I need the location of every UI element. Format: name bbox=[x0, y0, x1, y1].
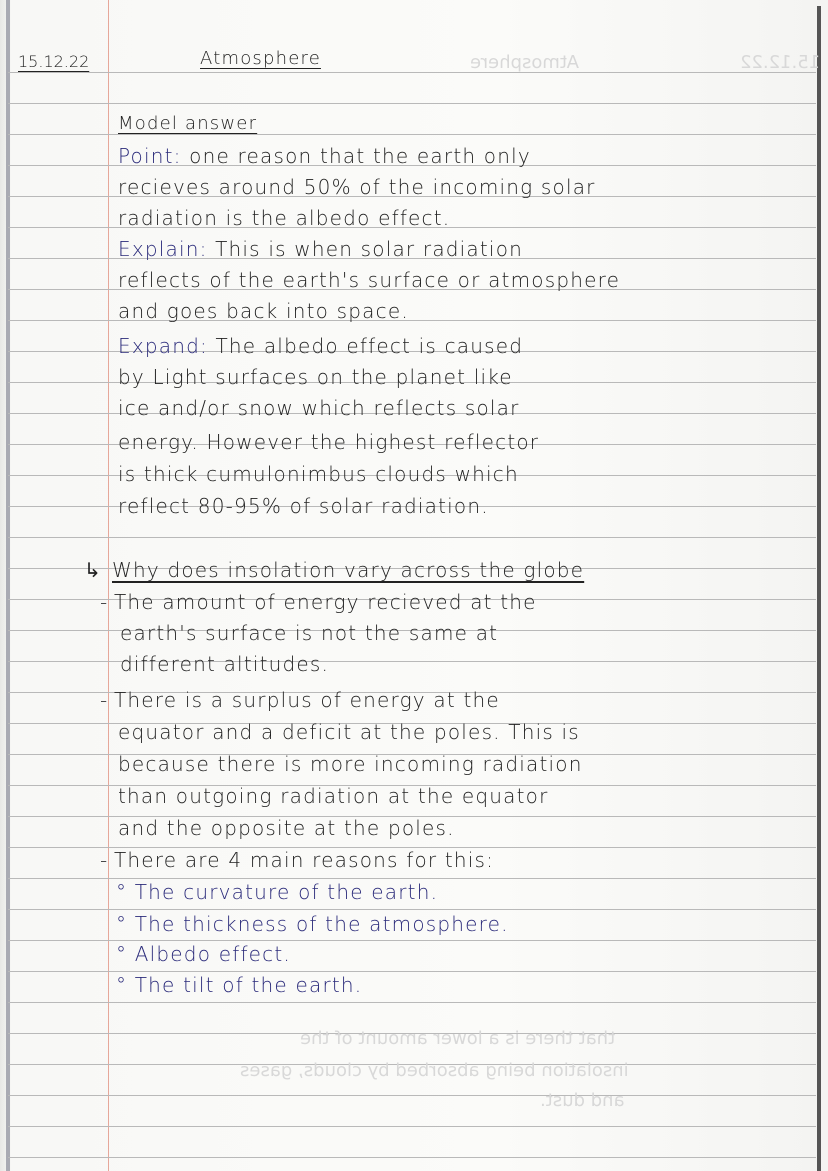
reason-item-2: ° The thickness of the atmosphere. bbox=[116, 912, 509, 936]
reason-item-4: ° The tilt of the earth. bbox=[116, 973, 363, 997]
ruled-line bbox=[8, 1002, 816, 1003]
ruled-line bbox=[8, 971, 816, 972]
expand-line-6: reflect 80-95% of solar radiation. bbox=[118, 494, 489, 518]
bleed-through-text: 15.12.22 bbox=[740, 52, 821, 73]
ruled-line bbox=[8, 1095, 816, 1096]
reason-bullet: ° bbox=[116, 942, 128, 966]
arrow-icon: ↳ bbox=[84, 558, 102, 582]
reason-bullet: ° bbox=[116, 973, 128, 997]
explain-text: This is when solar radiation bbox=[215, 237, 524, 261]
expand-line-4: energy. However the highest reflector bbox=[118, 430, 540, 454]
bullet-dash: - bbox=[100, 590, 109, 614]
ruled-line bbox=[8, 1157, 816, 1158]
ruled-line bbox=[8, 878, 816, 879]
bleed-through-text: that there is a lower amount of the bbox=[300, 1028, 616, 1049]
point-label: Point: bbox=[118, 144, 182, 168]
reason-bullet: ° bbox=[116, 880, 128, 904]
bullet2-line-5: and the opposite at the poles. bbox=[118, 816, 455, 840]
ruled-line bbox=[8, 537, 816, 538]
reason-item-1: ° The curvature of the earth. bbox=[116, 880, 439, 904]
point-text: one reason that the earth only bbox=[189, 144, 531, 168]
expand-label: Expand: bbox=[118, 334, 208, 358]
point-line-3: radiation is the albedo effect. bbox=[118, 206, 451, 230]
point-line-1 bbox=[118, 144, 531, 168]
ruled-line bbox=[8, 103, 816, 104]
note-date: 15.12.22 bbox=[18, 52, 90, 71]
ruled-line bbox=[8, 909, 816, 910]
insolation-heading: Why does insolation vary across the globe bbox=[112, 558, 585, 582]
expand-line-3: ice and/or snow which reflects solar bbox=[118, 396, 520, 420]
expand-text: The albedo effect is caused bbox=[215, 334, 524, 358]
ruled-line bbox=[8, 134, 816, 135]
bullet2-line-3: because there is more incoming radiation bbox=[118, 752, 583, 776]
reason-bullet: ° bbox=[116, 912, 128, 936]
bullet1-line-2: earth's surface is not the same at bbox=[120, 621, 499, 645]
bleed-through-text: insolation being absorbed by clouds, gases bbox=[240, 1060, 629, 1081]
page-title: Atmosphere bbox=[200, 48, 321, 69]
expand-line-2: by Light surfaces on the planet like bbox=[118, 365, 513, 389]
explain-line-3: and goes back into space. bbox=[118, 299, 409, 323]
bullet1-line-1: The amount of energy recieved at the bbox=[114, 590, 537, 614]
ruled-line bbox=[8, 940, 816, 941]
ruled-line bbox=[8, 72, 816, 73]
bullet2-line-2: equator and a deficit at the poles. This is bbox=[118, 720, 580, 744]
bullet2-line-1: There is a surplus of energy at the bbox=[114, 688, 500, 712]
bullet1-line-3: different altitudes. bbox=[120, 652, 330, 676]
explain-line-1 bbox=[118, 237, 523, 261]
model-answer-heading: Model answer bbox=[118, 113, 258, 134]
page-binding-edge bbox=[6, 0, 10, 1171]
expand-line-1 bbox=[118, 334, 523, 358]
bullet-dash: - bbox=[100, 688, 109, 712]
bleed-through-text: and dust. bbox=[540, 1090, 625, 1111]
bullet2-line-4: than outgoing radiation at the equator bbox=[118, 784, 549, 808]
bleed-through-text: Atmosphere bbox=[470, 52, 579, 73]
bullet-dash: - bbox=[100, 848, 109, 872]
bullet3-line: There are 4 main reasons for this: bbox=[114, 848, 495, 872]
reason-item-3: ° Albedo effect. bbox=[116, 942, 291, 966]
margin-line bbox=[108, 0, 109, 1171]
ruled-line bbox=[8, 1126, 816, 1127]
explain-line-2: reflects of the earth's surface or atmosphere bbox=[118, 268, 621, 292]
page-right-edge bbox=[817, 6, 821, 1171]
expand-line-5: is thick cumulonimbus clouds which bbox=[118, 462, 519, 486]
explain-label: Explain: bbox=[118, 237, 208, 261]
point-line-2: recieves around 50% of the incoming solar bbox=[118, 175, 596, 199]
